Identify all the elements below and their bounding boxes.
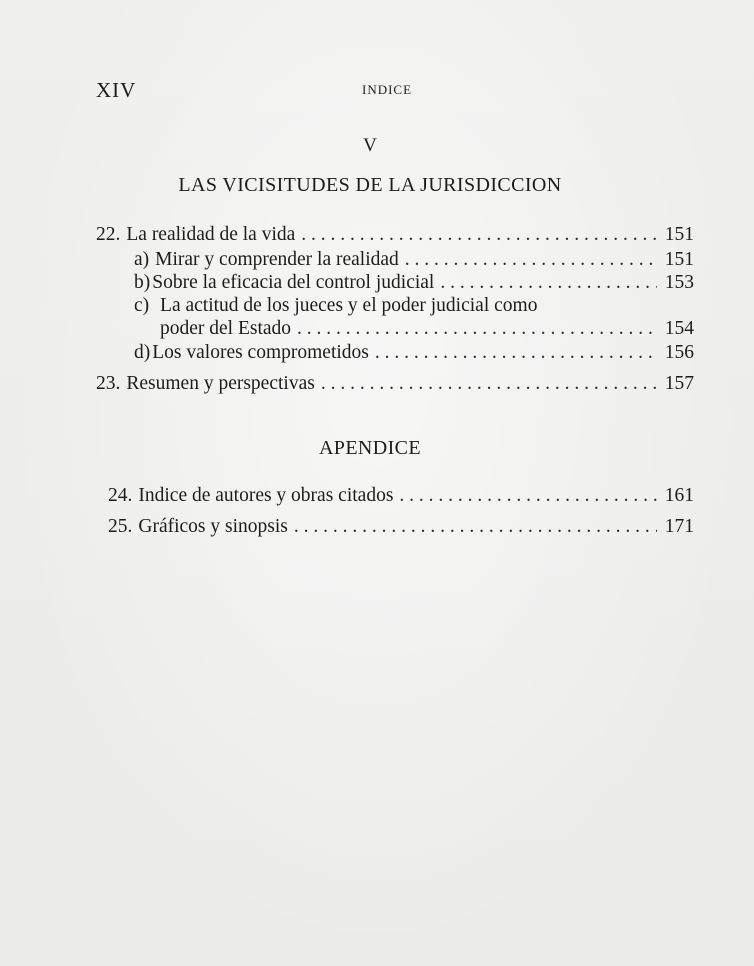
dot-leader (301, 223, 656, 247)
toc-subentry (134, 271, 694, 295)
entry-page: 154 (664, 318, 694, 339)
dot-leader (405, 248, 657, 272)
entry-number: 24. (108, 485, 133, 506)
entry-number: a) (134, 249, 150, 270)
dot-leader (375, 341, 657, 365)
entry-page: 151 (664, 224, 694, 245)
entry-page: 157 (664, 373, 694, 394)
entry-number: c) (134, 295, 150, 316)
entry-label: Sobre la eficacia del control judicial (152, 272, 435, 293)
entry-label: Los valores comprometidos (152, 342, 369, 363)
entry-number: 22. (96, 224, 121, 245)
toc-subentry (134, 341, 694, 365)
entry-page: 171 (664, 516, 694, 537)
entry-number: d) (134, 342, 151, 363)
toc-entry (96, 223, 694, 247)
running-title: INDICE (362, 82, 413, 97)
entry-page: 161 (664, 485, 694, 506)
entry-page: 156 (664, 342, 694, 363)
entry-number: b) (134, 272, 151, 293)
toc-subentry-continuation (160, 317, 694, 341)
dot-leader (321, 372, 657, 396)
entry-label: Resumen y perspectivas (126, 373, 315, 394)
page-number: XIV (96, 78, 137, 102)
dot-leader (294, 515, 657, 539)
entry-label: Indice de autores y obras citados (138, 485, 394, 506)
entry-number: 23. (96, 373, 121, 394)
entry-label: Gráficos y sinopsis (138, 516, 288, 537)
toc-entry (96, 372, 694, 396)
running-head (0, 78, 754, 102)
toc-subentry-first-line (134, 294, 537, 318)
entry-number: 25. (108, 516, 133, 537)
chapter-number: V (363, 135, 377, 156)
dot-leader (440, 271, 656, 295)
entry-label-continuation: poder del Estado (160, 318, 292, 339)
entry-page: 151 (664, 249, 694, 270)
toc-subentry (134, 248, 694, 272)
appendix-title: APENDICE (318, 437, 422, 459)
entry-label: Mirar y comprender la realidad (155, 249, 399, 270)
toc-entry (108, 515, 694, 539)
entry-label: La actitud de los jueces y el poder judicial como (160, 295, 538, 316)
dot-leader (297, 317, 657, 341)
chapter-title: LAS VICISITUDES DE LA JURISDICCION (178, 174, 562, 196)
dot-leader (399, 484, 656, 508)
entry-label: La realidad de la vida (126, 224, 296, 245)
entry-page: 153 (664, 272, 694, 293)
toc-entry (108, 484, 694, 508)
